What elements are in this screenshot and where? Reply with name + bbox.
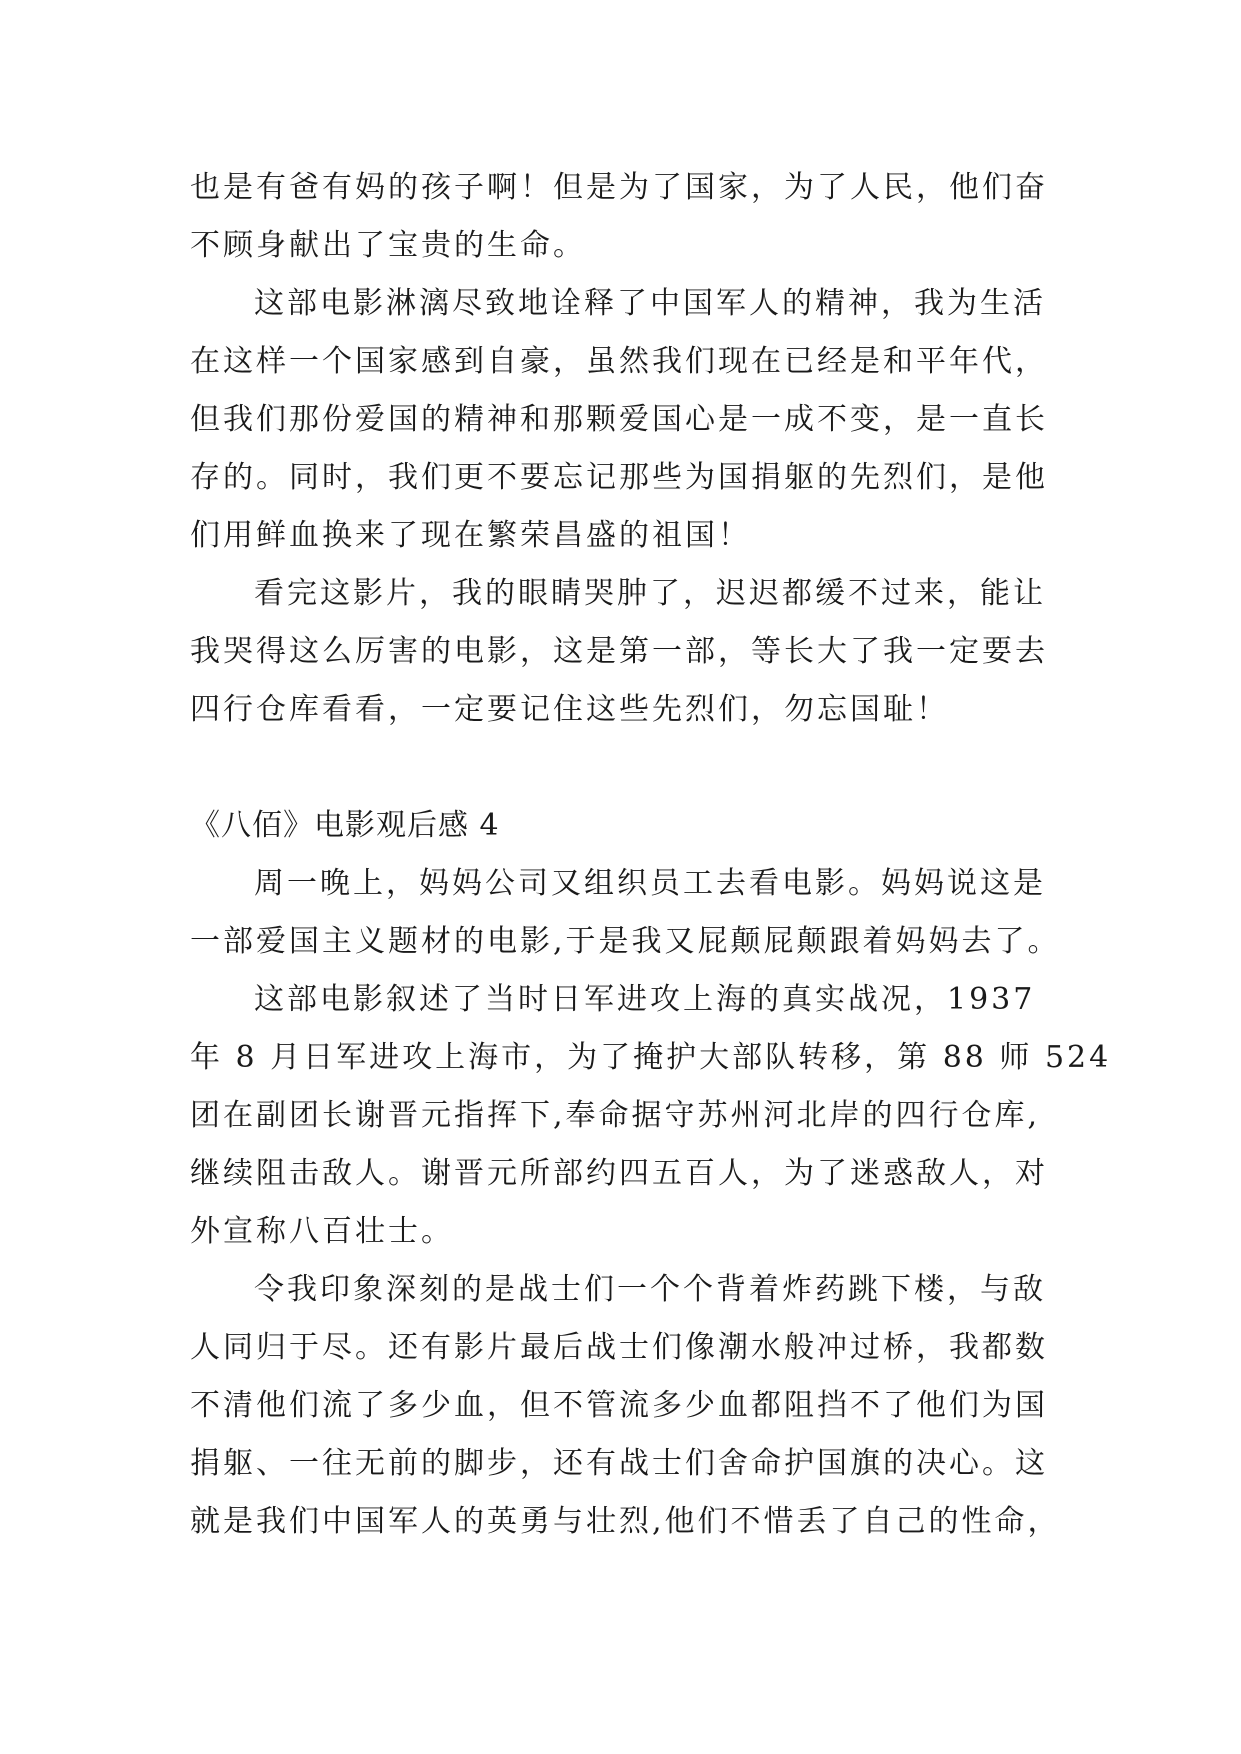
paragraph [190,565,1050,739]
document-body [190,159,1112,1551]
text-line: 看完这影片，我的眼睛哭肿了，迟迟都缓不过来，能让 [254,576,1046,611]
section-heading: 《八佰》电影观后感 4 [190,808,500,843]
text-line: 这部电影叙述了当时日军进攻上海的真实战况，1937 [254,982,1036,1017]
text-line: 但我们那份爱国的精神和那颗爱国心是一成不变，是一直长 [190,402,1048,437]
text-line: 就是我们中国军人的英勇与壮烈,他们不惜丢了自己的性命， [190,1504,1061,1539]
section-spacer [190,739,1050,797]
text-line: 们用鲜血换来了现在繁荣昌盛的祖国！ [190,518,751,553]
text-line: 我哭得这么厉害的电影，这是第一部，等长大了我一定要去 [190,634,1048,669]
text-line: 人同归于尽。还有影片最后战士们像潮水般冲过桥，我都数 [190,1330,1048,1365]
paragraph [190,855,1061,971]
text-line: 捐躯、一往无前的脚步，还有战士们舍命护国旗的决心。这 [190,1446,1048,1481]
text-line: 不清他们流了多少血，但不管流多少血都阻挡不了他们为国 [190,1388,1048,1423]
text-line: 这部电影淋漓尽致地诠释了中国军人的精神，我为生活 [254,286,1046,321]
text-line: 团在副团长谢晋元指挥下,奉命据守苏州河北岸的四行仓库, [190,1098,1041,1133]
text-line: 继续阻击敌人。谢晋元所部约四五百人，为了迷惑敌人，对 [190,1156,1048,1191]
paragraph [190,1261,1061,1551]
paragraph [190,275,1050,565]
text-line: 也是有爸有妈的孩子啊！但是为了国家，为了人民，他们奋 [190,170,1048,205]
text-line: 四行仓库看看，一定要记住这些先烈们，勿忘国耻！ [190,692,949,727]
text-line: 在这样一个国家感到自豪，虽然我们现在已经是和平年代， [190,344,1048,379]
text-line: 令我印象深刻的是战士们一个个背着炸药跳下楼，与敌 [254,1272,1046,1307]
text-line: 存的。同时，我们更不要忘记那些为国捐躯的先烈们，是他 [190,460,1048,495]
text-line: 一部爱国主义题材的电影,于是我又屁颠屁颠跟着妈妈去了。 [190,924,1061,959]
text-line: 外宣称八百壮士。 [190,1214,454,1249]
text-line: 不顾身献出了宝贵的生命。 [190,228,586,263]
text-line: 周一晚上，妈妈公司又组织员工去看电影。妈妈说这是 [254,866,1046,901]
text-line: 年 8 月日军进攻上海市，为了掩护大部队转移，第 88 师 524 [190,1040,1112,1075]
paragraph [190,971,1112,1261]
paragraph-continuation [190,159,1050,275]
